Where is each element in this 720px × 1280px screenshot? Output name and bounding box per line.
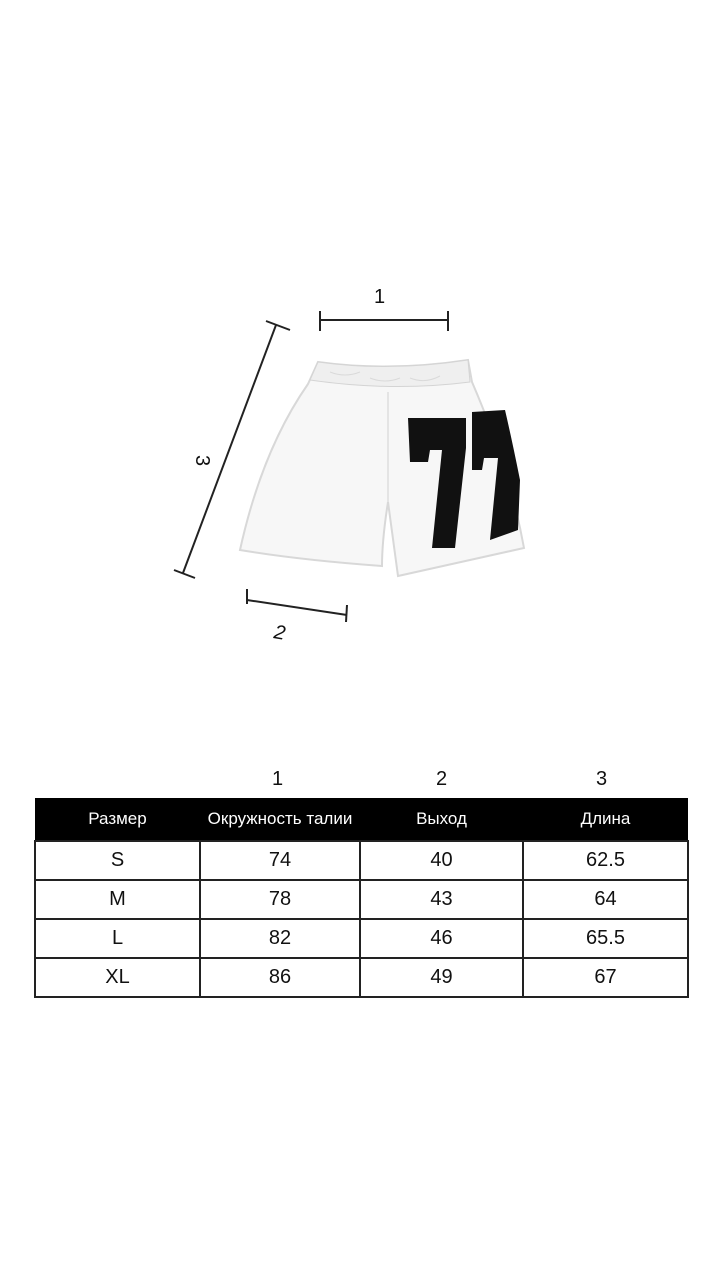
- table-cell: 40: [360, 841, 523, 880]
- table-cell: 43: [360, 880, 523, 919]
- column-number-row: [34, 768, 687, 798]
- table-cell: 62.5: [523, 841, 688, 880]
- table-cell: 65.5: [523, 919, 688, 958]
- header-length: Длина: [523, 798, 688, 841]
- shorts-image: [240, 360, 524, 576]
- dimension-label-1: 1: [374, 286, 386, 308]
- table-row: [35, 958, 688, 997]
- table-header-row: [35, 798, 688, 841]
- table-cell: 46: [360, 919, 523, 958]
- table-cell: 82: [200, 919, 360, 958]
- column-number-1: 1: [272, 768, 284, 790]
- dimension-line-2: [247, 589, 347, 622]
- header-waist: Окружность талии: [200, 798, 360, 841]
- table-cell: XL: [35, 958, 200, 997]
- table-row: [35, 880, 688, 919]
- column-number-2: 2: [436, 768, 448, 790]
- table-cell: 49: [360, 958, 523, 997]
- table-cell: S: [35, 841, 200, 880]
- size-table: [34, 798, 689, 998]
- table-row: [35, 841, 688, 880]
- dimension-label-2: 2: [272, 621, 288, 645]
- header-size: Размер: [35, 798, 200, 841]
- dimension-line-1: [320, 311, 448, 331]
- dimension-label-3: 3: [191, 454, 214, 467]
- table-cell: L: [35, 919, 200, 958]
- column-number-3: 3: [596, 768, 608, 790]
- table-cell: 78: [200, 880, 360, 919]
- table-cell: 67: [523, 958, 688, 997]
- header-rise: Выход: [360, 798, 523, 841]
- table-cell: 86: [200, 958, 360, 997]
- table-cell: 64: [523, 880, 688, 919]
- size-chart: [34, 768, 687, 998]
- table-row: [35, 919, 688, 958]
- table-cell: 74: [200, 841, 360, 880]
- table-cell: M: [35, 880, 200, 919]
